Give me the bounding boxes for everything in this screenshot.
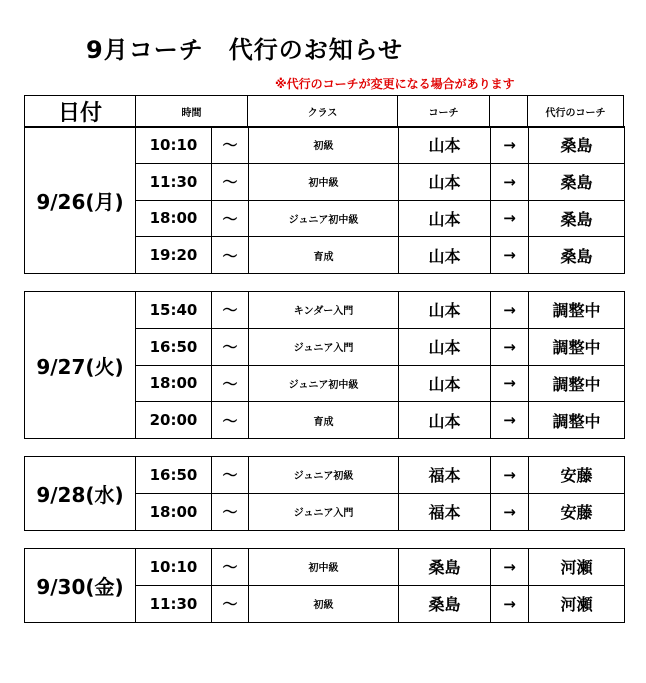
class-cell: 初級 — [249, 127, 399, 164]
header-row — [25, 96, 624, 128]
class-cell: ジュニア入門 — [249, 493, 399, 530]
arrow-cell: → — [491, 292, 529, 329]
coach-cell: 山本 — [399, 200, 491, 237]
class-cell: 初中級 — [249, 163, 399, 200]
coach-cell: 山本 — [399, 237, 491, 274]
header-date: 日付 — [25, 96, 136, 128]
substitute-cell: 桑島 — [529, 163, 625, 200]
schedule-row — [25, 292, 625, 329]
coach-cell: 桑島 — [399, 549, 491, 586]
schedule-block-0930 — [24, 548, 625, 623]
time-cell: 18:00 — [136, 493, 212, 530]
time-cell: 15:40 — [136, 292, 212, 329]
coach-cell: 桑島 — [399, 585, 491, 622]
time-cell: 18:00 — [136, 365, 212, 402]
tilde-cell: ～ — [212, 402, 249, 439]
date-cell: 9/28(水) — [25, 457, 136, 531]
coach-cell: 山本 — [399, 365, 491, 402]
coach-cell: 山本 — [399, 328, 491, 365]
arrow-cell: → — [491, 200, 529, 237]
coach-cell: 山本 — [399, 127, 491, 164]
date-cell: 9/27(火) — [25, 292, 136, 439]
substitute-cell: 河瀬 — [529, 549, 625, 586]
date-cell: 9/26(月) — [25, 127, 136, 274]
arrow-cell: → — [491, 328, 529, 365]
time-cell: 10:10 — [136, 127, 212, 164]
schedule-row — [25, 127, 625, 164]
time-cell: 20:00 — [136, 402, 212, 439]
schedule-row — [25, 549, 625, 586]
arrow-cell: → — [491, 163, 529, 200]
substitute-cell: 桑島 — [529, 127, 625, 164]
schedule-block-0928 — [24, 456, 625, 531]
arrow-cell: → — [491, 549, 529, 586]
arrow-cell: → — [491, 402, 529, 439]
class-cell: ジュニア初中級 — [249, 200, 399, 237]
tilde-cell: ～ — [212, 163, 249, 200]
time-cell: 10:10 — [136, 549, 212, 586]
header-substitute: 代行のコーチ — [528, 96, 624, 128]
class-cell: ジュニア初級 — [249, 457, 399, 494]
tilde-cell: ～ — [212, 549, 249, 586]
substitute-cell: 安藤 — [529, 457, 625, 494]
coach-cell: 福本 — [399, 493, 491, 530]
tilde-cell: ～ — [212, 292, 249, 329]
schedule-block-0927 — [24, 291, 625, 439]
schedule-row — [25, 457, 625, 494]
tilde-cell: ～ — [212, 457, 249, 494]
page-title: 9月コーチ 代行のお知らせ — [86, 36, 403, 64]
coach-cell: 山本 — [399, 163, 491, 200]
time-cell: 18:00 — [136, 200, 212, 237]
substitute-cell: 桑島 — [529, 237, 625, 274]
arrow-cell: → — [491, 585, 529, 622]
coach-cell: 山本 — [399, 292, 491, 329]
substitute-cell: 安藤 — [529, 493, 625, 530]
substitute-cell: 桑島 — [529, 200, 625, 237]
class-cell: 初中級 — [249, 549, 399, 586]
coach-cell: 山本 — [399, 402, 491, 439]
class-cell: キンダー入門 — [249, 292, 399, 329]
substitute-cell: 調整中 — [529, 328, 625, 365]
substitute-cell: 調整中 — [529, 292, 625, 329]
class-cell: 育成 — [249, 402, 399, 439]
class-cell: ジュニア初中級 — [249, 365, 399, 402]
arrow-cell: → — [491, 237, 529, 274]
class-cell: ジュニア入門 — [249, 328, 399, 365]
class-cell: 育成 — [249, 237, 399, 274]
tilde-cell: ～ — [212, 365, 249, 402]
header-class: クラス — [248, 96, 398, 128]
date-cell: 9/30(金) — [25, 549, 136, 623]
substitute-cell: 調整中 — [529, 402, 625, 439]
change-notice: ※代行のコーチが変更になる場合があります — [275, 77, 515, 91]
tilde-cell: ～ — [212, 237, 249, 274]
time-cell: 19:20 — [136, 237, 212, 274]
substitute-cell: 調整中 — [529, 365, 625, 402]
tilde-cell: ～ — [212, 328, 249, 365]
time-cell: 16:50 — [136, 328, 212, 365]
arrow-cell: → — [491, 127, 529, 164]
tilde-cell: ～ — [212, 127, 249, 164]
time-cell: 11:30 — [136, 585, 212, 622]
class-cell: 初級 — [249, 585, 399, 622]
tilde-cell: ～ — [212, 200, 249, 237]
arrow-cell: → — [491, 493, 529, 530]
header-coach: コーチ — [398, 96, 490, 128]
time-cell: 11:30 — [136, 163, 212, 200]
header-time: 時間 — [136, 96, 248, 128]
arrow-cell: → — [491, 365, 529, 402]
schedule-header — [24, 95, 624, 128]
header-arrow-blank — [490, 96, 528, 128]
tilde-cell: ～ — [212, 493, 249, 530]
coach-cell: 福本 — [399, 457, 491, 494]
time-cell: 16:50 — [136, 457, 212, 494]
tilde-cell: ～ — [212, 585, 249, 622]
arrow-cell: → — [491, 457, 529, 494]
substitute-cell: 河瀬 — [529, 585, 625, 622]
schedule-block-0926 — [24, 126, 625, 274]
